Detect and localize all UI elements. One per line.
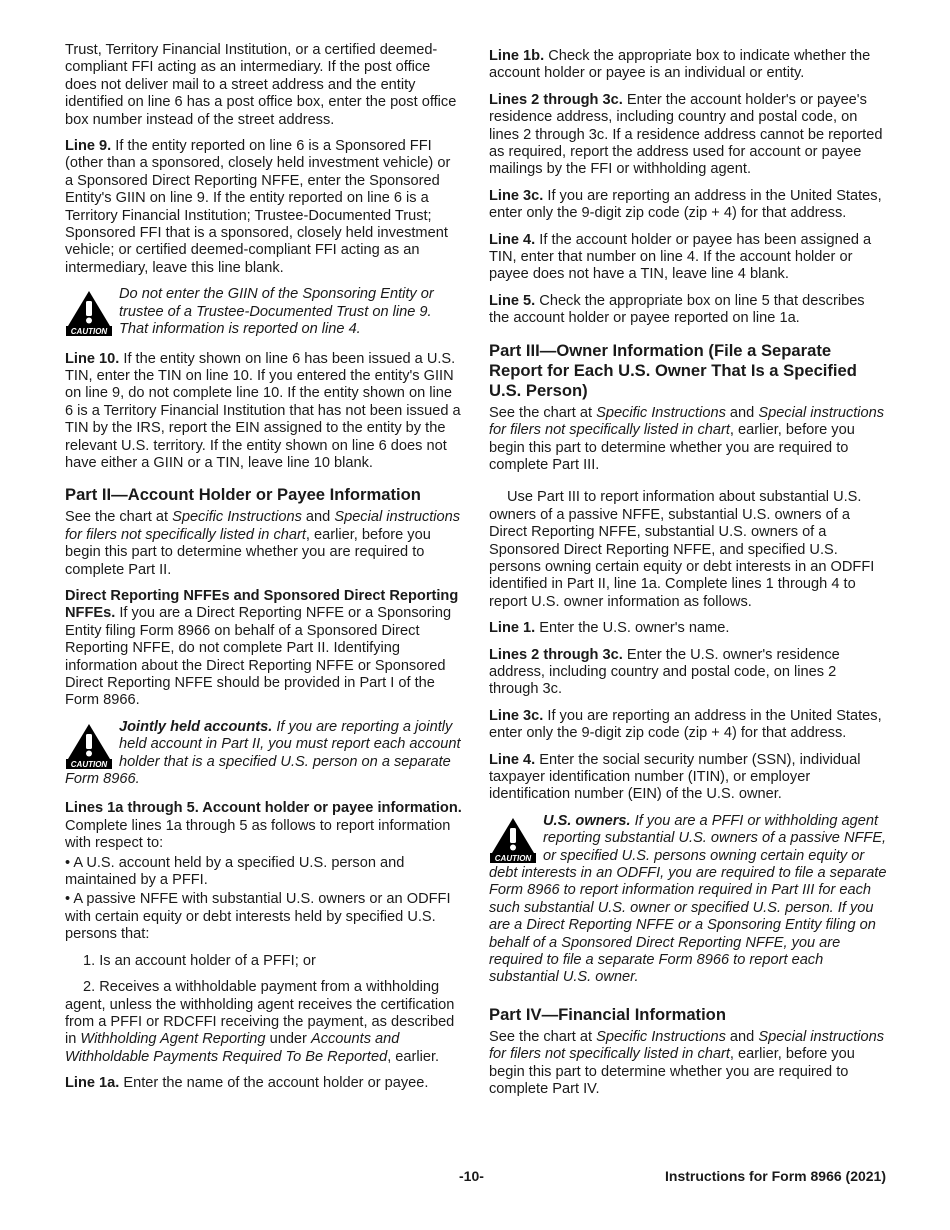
- text-p3-lines2-3c: Enter the U.S. owner's residence address, including country and postal code, on lines 2 through 3c.: [489, 646, 840, 698]
- caution-icon: [65, 288, 113, 336]
- caution-icon: [65, 721, 113, 769]
- xref-special-instructions: Special instructions for filers not specifically listed in chart: [489, 1028, 885, 1063]
- caution-note-us-owners: [489, 813, 887, 987]
- lead-line5: Line 5.: [489, 292, 536, 309]
- text: See the chart at: [65, 509, 173, 526]
- caution-text: Do not enter the GIIN of the Sponsoring Entity or trustee of a Trustee-Documented Trust on line 9. That information is reported on line 4.: [119, 286, 434, 338]
- text-lines2-3c: Enter the account holder's or payee's residence address, including country and postal code, on lines 2 through 3c. If a residence address cannot be reported as required, report the address used for account or payee mailings by the FFI or withholding agent.: [489, 91, 883, 178]
- text: See the chart at: [489, 1028, 597, 1045]
- lead-p3-line4: Line 4.: [489, 751, 536, 768]
- paragraph-line1a: [65, 1075, 462, 1092]
- text: and: [725, 404, 759, 421]
- caution-note-giin: [65, 286, 462, 338]
- paragraph-lines2-3c: [489, 92, 887, 179]
- bullet-item: • A U.S. account held by a specified U.S. person and maintained by a PFFI.: [65, 854, 405, 889]
- page-number: -10-: [459, 1168, 484, 1184]
- heading-part2: Part II—Account Holder or Payee Information: [65, 485, 421, 505]
- xref-specific-instructions: Specific Instructions: [596, 1028, 726, 1045]
- lead-p3-line1: Line 1.: [489, 620, 536, 637]
- text: 2. Receives a withholdable payment from a withholding agent, unless the withholding agent receives the certification from a PFFI or RDCFFI receiving the payment, as described in: [65, 979, 455, 1048]
- text: , earlier, before you begin this part to determine whether you are required to complete Part IV.: [489, 1046, 855, 1098]
- text-line3c: If you are reporting an address in the United States, enter only the 9-digit zip code (zip + 4) for that address.: [489, 187, 882, 222]
- heading-part4: Part IV—Financial Information: [489, 1004, 726, 1024]
- text-line1a: Enter the name of the account holder or payee.: [119, 1075, 429, 1092]
- caution-text: If you are a PFFI or withholding agent reporting substantial U.S. owners of a passive NFFE, or specified U.S. persons owning certain equity or debt interests in an ODFFI, you are required to file a separate Form 8966 to report information required in Part III for each such substantial U.S. owner or specified U.S. person. If you are a Direct Reporting NFFE or a Sponsoring Entity filing on behalf of a Sponsored Direct Reporting NFFE, you are required to file a separate Form 8966 to report each substantial U.S. owner.: [489, 812, 887, 986]
- paragraph-p3-lines2-3c: [489, 647, 887, 699]
- xref: Withholding Agent Reporting: [80, 1031, 266, 1048]
- lead-line10: Line 10.: [65, 350, 120, 367]
- caution-icon: [489, 815, 537, 863]
- paragraph-intro: Trust, Territory Financial Institution, or a certified deemed-compliant FFI acting as an intermediary. If the post office does not deliver mail to a street address and the entity identified on line 6 has a post office box, enter the post office box number instead of the street address.: [65, 42, 457, 128]
- bullet-item: • A passive NFFE with substantial U.S. owners or an ODFFI with certain equity or debt interests held by specified U.S. persons that:: [65, 891, 451, 943]
- paragraph-p3-line3c: [489, 708, 887, 743]
- lead-lines1a5: Lines 1a through 5. Account holder or payee information.: [65, 800, 462, 817]
- left-column: [65, 42, 462, 1102]
- lead-lines2-3c: Lines 2 through 3c.: [489, 91, 623, 108]
- form-reference: Instructions for Form 8966 (2021): [665, 1168, 886, 1184]
- text-line5: Check the appropriate box on line 5 that describes the account holder or payee reported on line 1a.: [489, 292, 865, 327]
- text-direct-reporting: If you are a Direct Reporting NFFE or a Sponsoring Entity filing Form 8966 on behalf of a Sponsored Direct Reporting NFFE, do not complete Part II. Identifying information about the Direct Reporting NFFE or Sponsored Direct Reporting NFFE should be provided in Part I of the Form 8966.: [65, 605, 452, 709]
- xref-specific-instructions: Specific Instructions: [172, 509, 302, 526]
- caution-text: If you are reporting a jointly held account in Part II, you must report each account holder that is a specified U.S. person on a separate Form 8966.: [65, 718, 461, 788]
- lead-p3-lines2-3c: Lines 2 through 3c.: [489, 646, 623, 663]
- xref-specific-instructions: Specific Instructions: [596, 404, 726, 421]
- paragraph-line3c: [489, 188, 887, 223]
- text: See the chart at: [489, 404, 597, 421]
- paragraph-line1b: [489, 48, 887, 83]
- lead-direct-reporting: Direct Reporting NFFEs and Sponsored Direct Reporting NFFEs.: [65, 587, 459, 622]
- paragraph-part3-use: Use Part III to report information about substantial U.S. owners of a passive NFFE, substantial U.S. owners of a Direct Reporting NFFE, substantial U.S. owners of a Sponsored Direct Reporting NFFE, and specified U.S. persons owning certain equity or debt interests in an ODFFI identified in Part II, line 1a. Complete lines 1 through 4 to report U.S. owner information as follows.: [489, 489, 875, 610]
- lead-line1a: Line 1a.: [65, 1075, 120, 1092]
- lead-p3-line3c: Line 3c.: [489, 707, 544, 724]
- page-footer: [0, 1168, 950, 1188]
- caution-lead: Jointly held accounts.: [119, 718, 273, 735]
- heading-part3: Part III—Owner Information (File a Separate Report for Each U.S. Owner That Is a Specified U.S. Person): [489, 340, 857, 400]
- numbered-item: [65, 979, 462, 1066]
- lead-line1b: Line 1b.: [489, 48, 545, 64]
- lead-line9: Line 9.: [65, 138, 112, 155]
- xref-special-instructions: Special instructions for filers not specifically listed in chart: [65, 509, 461, 543]
- text: , earlier, before you begin this part to determine whether you are required to complete Part III.: [489, 422, 855, 473]
- paragraph-lines1a5: [65, 800, 462, 852]
- text-p3-line4: Enter the social security number (SSN), individual taxpayer identification number (ITIN), or employer identification number (EIN) of the U.S. owner.: [489, 751, 861, 803]
- caution-lead: U.S. owners.: [543, 812, 631, 829]
- xref-special-instructions: Special instructions for filers not specifically listed in chart: [489, 404, 885, 439]
- paragraph-p3-line1: [489, 620, 887, 637]
- text-line10: If the entity shown on line 6 has been issued a U.S. TIN, enter the TIN on line 10. If you entered the entity's GIIN on line 9, do not complete line 10. If the entity shown on line 6 is a Territory Financial Institution that has not been issued a TIN by the IRS, report the EIN assigned to the entity by the relevant U.S. territory. If the entity shown on line 6 does not have either a GIIN or a TIN, leave line 10 blank.: [65, 350, 461, 471]
- text-p3-line3c: If you are reporting an address in the United States, enter only the 9-digit zip code (zip + 4) for that address.: [489, 707, 882, 742]
- lead-line3c: Line 3c.: [489, 187, 544, 204]
- paragraph-part2-intro: [65, 509, 462, 579]
- text-lines1a5: Complete lines 1a through 5 as follows to report information with respect to:: [65, 817, 451, 852]
- paragraph-line5: [489, 293, 887, 328]
- text: and: [725, 1028, 759, 1045]
- text: and: [301, 509, 335, 526]
- paragraph-part4-intro: [489, 1029, 887, 1099]
- paragraph-p3-line4: [489, 752, 887, 804]
- text-line1b: Check the appropriate box to indicate whether the account holder or payee is an individual or entity.: [489, 48, 871, 82]
- text: under: [265, 1031, 311, 1048]
- caution-label: CAUTION: [494, 853, 532, 863]
- right-column: [489, 48, 887, 1108]
- caution-note-joint: [65, 719, 462, 789]
- lead-line4: Line 4.: [489, 231, 536, 248]
- paragraph-part3-intro: [489, 405, 887, 475]
- text: , earlier, before you begin this part to determine whether you are required to complete Part II.: [65, 526, 431, 578]
- paragraph-line10: [65, 351, 462, 473]
- text-p3-line1: Enter the U.S. owner's name.: [535, 620, 730, 637]
- caution-label: CAUTION: [70, 759, 108, 769]
- paragraph-line4: [489, 232, 887, 284]
- caution-label: CAUTION: [70, 327, 108, 337]
- xref: Accounts and Withholdable Payments Required To Be Reported: [65, 1031, 400, 1065]
- text-line9: If the entity reported on line 6 is a Sponsored FFI (other than a sponsored, closely held investment vehicle) or a Sponsored Direct Reporting NFFE, enter the Sponsored Entity's GIIN on line 9. If the entity reported on line 6 is a Territory Financial Institution; Trustee-Documented Trust; Sponsored FFI that is a sponsored, closely held investment vehicle; or certified deemed-compliant FFI acting as an intermediary, leave this line blank.: [65, 138, 451, 276]
- paragraph-direct-reporting: [65, 588, 462, 710]
- text-line4: If the account holder or payee has been assigned a TIN, enter that number on line 4. If the account holder or payee does not have a TIN, leave line 4 blank.: [489, 231, 872, 283]
- text: , earlier.: [387, 1048, 440, 1065]
- numbered-item: 1. Is an account holder of a PFFI; or: [83, 952, 316, 969]
- paragraph-line9: [65, 138, 462, 277]
